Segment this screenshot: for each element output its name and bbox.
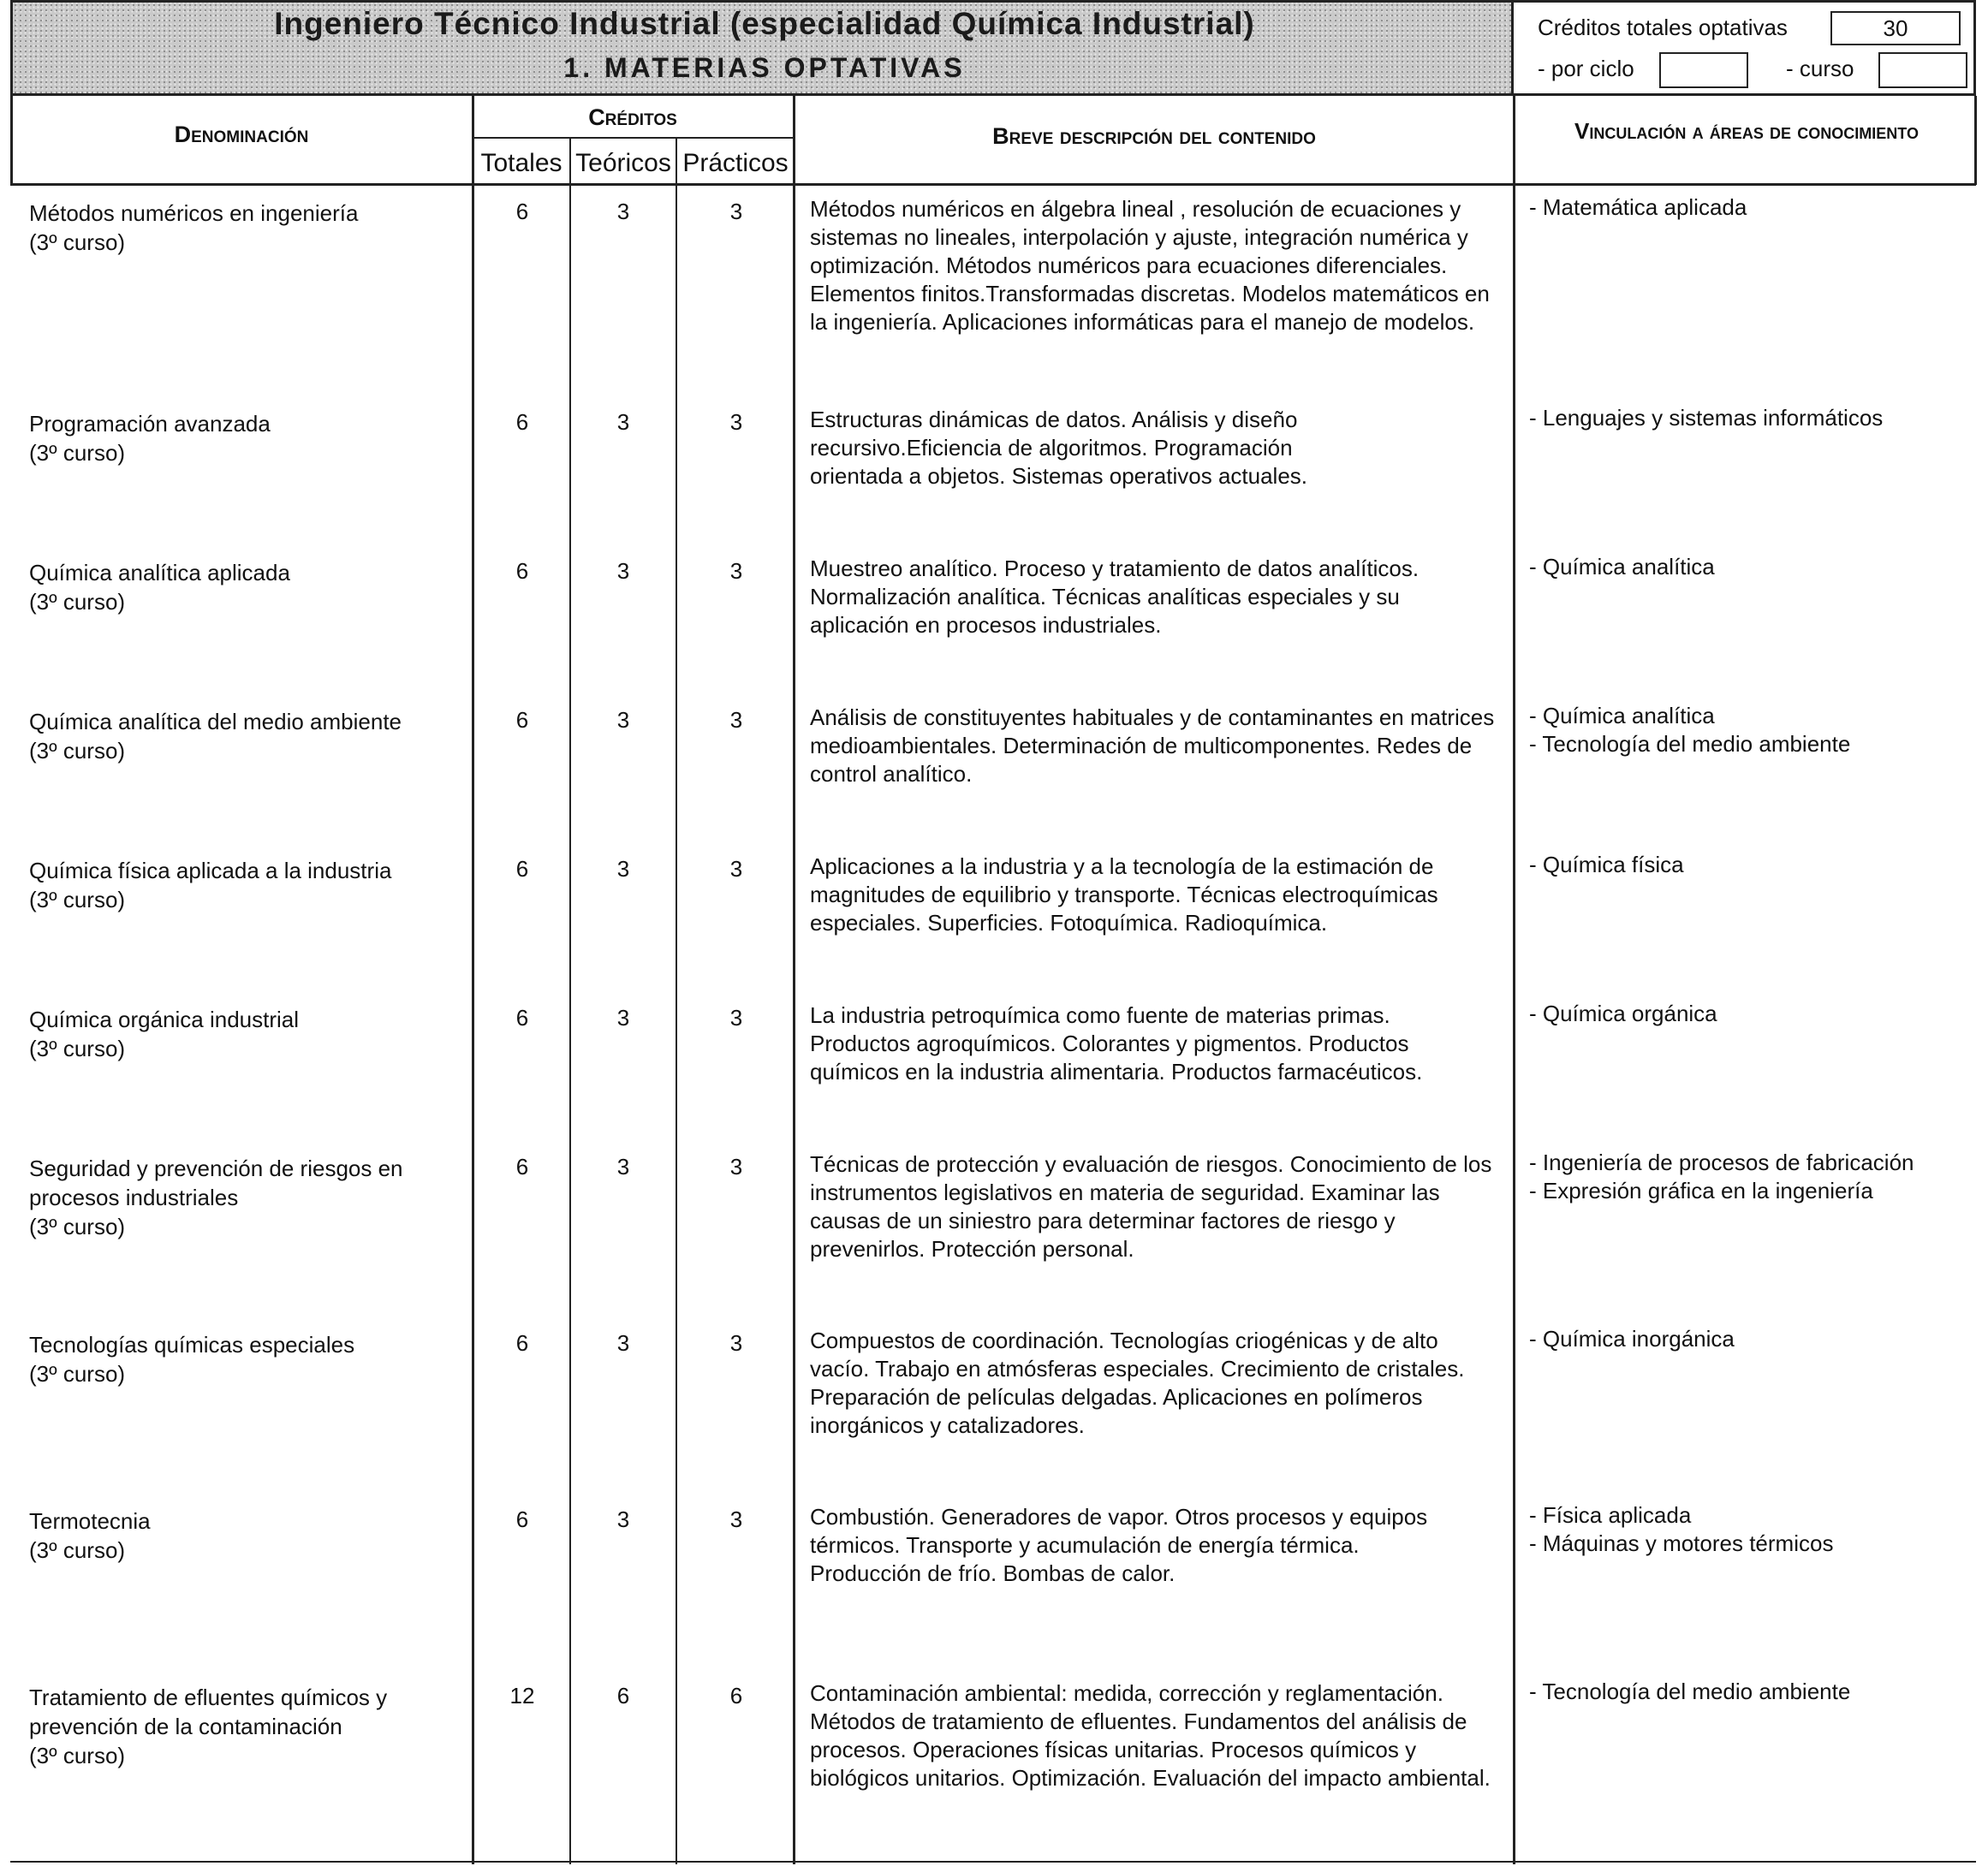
header-totales: Totales: [480, 149, 562, 177]
subject-name: Tecnologías químicas especiales (3º curso): [29, 1332, 355, 1387]
subject-description: Contaminación ambiental: medida, corrección y reglamentación. Métodos de tratamiento de efluentes. Fundamentos del análisis de procesos. Operaciones físicas unitarias. Procesos químicos y biológicos unitarios. Optimización. Evaluación del impacto ambiental.: [810, 1680, 1491, 1791]
credits-teoricos: 3: [616, 1154, 630, 1180]
credits-totales: 6: [515, 707, 529, 733]
document-title: Ingeniero Técnico Industrial (especialidad Química Industrial): [274, 6, 1255, 41]
subject-name: Química analítica del medio ambiente (3º curso): [29, 709, 402, 764]
course-value: [1878, 52, 1967, 88]
credits-teoricos: 3: [616, 1005, 630, 1031]
credits-teoricos: 3: [616, 707, 630, 733]
credits-totales: 6: [515, 856, 529, 882]
header-denominacion: Denominación: [174, 122, 309, 147]
credits-practicos: 3: [729, 856, 743, 882]
title-banner: [10, 0, 1514, 96]
credits-teoricos: 3: [616, 856, 630, 882]
subject-description: Muestreo analítico. Proceso y tratamiento de datos analíticos. Normalización analítica. Técnicas analíticas especiales y su aplicación en procesos industriales.: [810, 556, 1420, 638]
credits-teoricos: 3: [616, 1506, 630, 1532]
credits-teoricos: 6: [616, 1683, 630, 1709]
subject-name: Química orgánica industrial (3º curso): [29, 1007, 300, 1061]
knowledge-areas: - Física aplicada - Máquinas y motores térmicos: [1529, 1502, 1834, 1556]
per-cycle-label: - por ciclo: [1538, 56, 1634, 81]
subject-name: Seguridad y prevención de riesgos en procesos industriales (3º curso): [29, 1156, 403, 1239]
knowledge-areas: - Ingeniería de procesos de fabricación - Expresión gráfica en la ingeniería: [1529, 1150, 1914, 1203]
subject-description: Análisis de constituyentes habituales y de contaminantes en matrices medioambientales. Determinación de multicomponentes. Redes de control analítico.: [810, 704, 1495, 787]
credits-totales: 6: [515, 558, 529, 584]
column-divider: [793, 96, 795, 1864]
credits-practicos: 3: [729, 1154, 743, 1180]
subject-name: Termotecnia (3º curso): [29, 1508, 151, 1563]
subject-name: Tratamiento de efluentes químicos y prevención de la contaminación (3º curso): [29, 1685, 388, 1768]
knowledge-areas: - Química orgánica: [1529, 1001, 1717, 1026]
subject-name: Programación avanzada (3º curso): [29, 411, 271, 466]
per-cycle-value: [1659, 52, 1748, 88]
credits-teoricos: 3: [616, 1330, 630, 1356]
knowledge-areas: - Tecnología del medio ambiente: [1529, 1679, 1851, 1704]
section-title: 1. MATERIAS OPTATIVAS: [563, 52, 966, 83]
credits-total-label: Créditos totales optativas: [1538, 15, 1788, 40]
subject-description: Estructuras dinámicas de datos. Análisis y diseño recursivo.Eficiencia de algoritmos. Programación orientada a objetos. Sistemas operativos actuales.: [810, 407, 1308, 489]
credits-practicos: 3: [729, 199, 743, 224]
credits-totales: 6: [515, 1506, 529, 1532]
credits-practicos: 3: [729, 707, 743, 733]
header-descripcion: Breve descripción del contenido: [992, 123, 1316, 149]
credits-total-value: 30: [1830, 11, 1961, 45]
subject-name: Métodos numéricos en ingeniería (3º curso): [29, 200, 359, 255]
column-divider: [676, 137, 677, 1864]
credits-totales: 6: [515, 1330, 529, 1356]
credits-totales: 6: [515, 199, 529, 224]
knowledge-areas: - Química física: [1529, 852, 1684, 877]
knowledge-areas: - Química inorgánica: [1529, 1326, 1735, 1352]
column-divider: [1513, 96, 1515, 1864]
knowledge-areas: - Química analítica - Tecnología del medio ambiente: [1529, 703, 1851, 757]
subject-description: La industria petroquímica como fuente de materias primas. Productos agroquímicos. Colorantes y pigmentos. Productos químicos en la industria alimentaria. Productos farmacéuticos.: [810, 1002, 1423, 1085]
knowledge-areas: - Lenguajes y sistemas informáticos: [1529, 405, 1884, 431]
credits-totales: 6: [515, 1154, 529, 1180]
course-label: - curso: [1786, 56, 1854, 81]
credits-totales: 12: [509, 1683, 535, 1709]
credits-totales: 6: [515, 409, 529, 435]
credits-practicos: 3: [729, 1005, 743, 1031]
header-vinculacion: Vinculación a áreas de conocimiento: [1574, 118, 1919, 144]
subject-description: Métodos numéricos en álgebra lineal , resolución de ecuaciones y sistemas no lineales, interpolación y ajuste, integración numérica y optimización. Métodos numéricos para ecuaciones diferenciales. Elementos finitos.Transformadas discretas. Modelos matemáticos en la ingeniería. Aplicaciones informáticas para el manejo de modelos.: [810, 196, 1490, 335]
header-practicos: Prácticos: [682, 149, 789, 177]
credits-practicos: 3: [729, 409, 743, 435]
credits-teoricos: 3: [616, 409, 630, 435]
credits-summary-box: [1514, 0, 1976, 96]
credits-totales: 6: [515, 1005, 529, 1031]
credits-practicos: 3: [729, 1506, 743, 1532]
credits-practicos: 3: [729, 558, 743, 584]
subject-description: Compuestos de coordinación. Tecnologías criogénicas y de alto vacío. Trabajo en atmósferas especiales. Crecimiento de cristales. Preparación de películas delgadas. Aplicaciones en polímeros inorgánicos y catalizadores.: [810, 1328, 1465, 1438]
header-bottom-rule: [10, 183, 1976, 186]
header-creditos: Créditos: [588, 104, 677, 130]
credits-subheader-rule: [473, 137, 793, 139]
column-divider: [569, 137, 571, 1864]
knowledge-areas: - Matemática aplicada: [1529, 194, 1747, 220]
subject-name: Química física aplicada a la industria (3º curso): [29, 858, 392, 912]
column-divider: [472, 96, 474, 1864]
subject-name: Química analítica aplicada (3º curso): [29, 560, 290, 615]
credits-practicos: 6: [729, 1683, 743, 1709]
credits-teoricos: 3: [616, 199, 630, 224]
subject-description: Aplicaciones a la industria y a la tecnología de la estimación de magnitudes de equilibrio y transporte. Técnicas electroquímicas especiales. Superficies. Fotoquímica. Radioquímica.: [810, 853, 1438, 936]
knowledge-areas: - Química analítica: [1529, 554, 1715, 579]
header-teoricos: Teóricos: [575, 149, 671, 177]
table-bottom-rule: [10, 1861, 1976, 1863]
subject-description: Combustión. Generadores de vapor. Otros procesos y equipos térmicos. Transporte y acumulación de energía térmica. Producción de frío. Bombas de calor.: [810, 1504, 1428, 1586]
credits-teoricos: 3: [616, 558, 630, 584]
subject-description: Técnicas de protección y evaluación de riesgos. Conocimiento de los instrumentos legislativos en materia de seguridad. Examinar las causas de un siniestro para determinar factores de riesgo y prevenirlos. Protección personal.: [810, 1151, 1492, 1262]
credits-practicos: 3: [729, 1330, 743, 1356]
